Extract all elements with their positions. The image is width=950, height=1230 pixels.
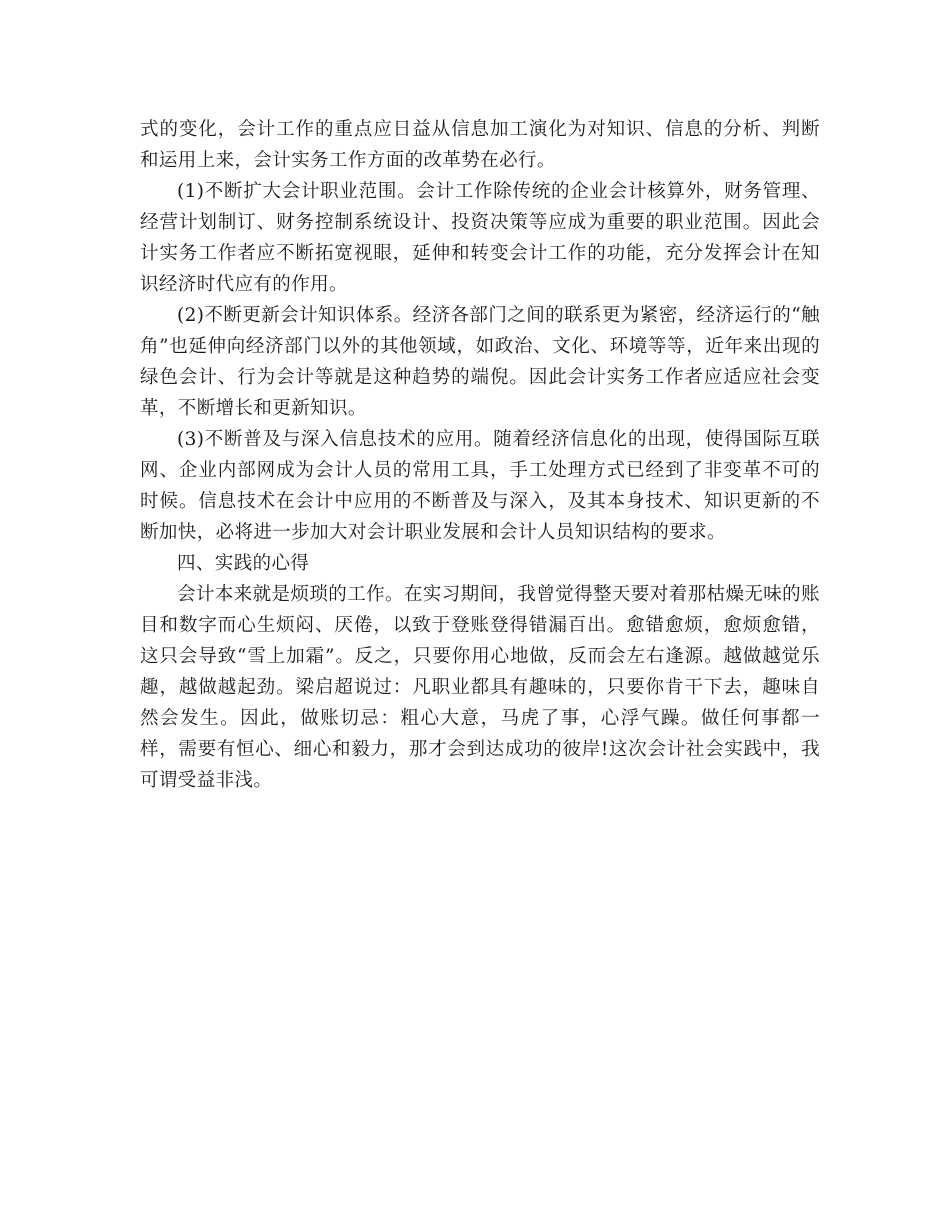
paragraph-update-knowledge: (2)不断更新会计知识体系。经济各部门之间的联系更为紧密，经济运行的“触角”也延伸向经济部门以外的其他领域，如政治、文化、环境等等，近年来出现的绿色会计、行为会计等就是这种趋势的端倪。因此会计实务工作者应适应社会变革，不断增长和更新知识。 bbox=[140, 305, 820, 419]
paragraph-expand-scope: (1)不断扩大会计职业范围。会计工作除传统的企业会计核算外，财务管理、经营计划制订、财务控制系统设计、投资决策等应成为重要的职业范围。因此会计实务工作者应不断拓宽视眼，延伸和转变会计工作的功能，充分发挥会计在知识经济时代应有的作用。 bbox=[140, 181, 820, 295]
document-body bbox=[140, 114, 820, 796]
paragraph-practice-insights: 会计本来就是烦琐的工作。在实习期间，我曾觉得整天要对着那枯燥无味的账目和数字而心生烦闷、厌倦，以致于登账登得错漏百出。愈错愈烦，愈烦愈错，这只会导致“雪上加霜”。反之，只要你用心地做，反而会左右逢源。越做越觉乐趣，越做越起劲。梁启超说过：凡职业都具有趣味的，只要你肯干下去，趣味自然会发生。因此，做账切忌：粗心大意，马虎了事，心浮气躁。做任何事都一样，需要有恒心、细心和毅力，那才会到达成功的彼岸!这次会计社会实践中，我可谓受益非浅。 bbox=[140, 584, 820, 791]
section-heading-practice-insights: 四、实践的心得 bbox=[177, 553, 310, 574]
paragraph-continuation: 式的变化，会计工作的重点应日益从信息加工演化为对知识、信息的分析、判断和运用上来，会计实务工作方面的改革势在必行。 bbox=[140, 119, 820, 171]
paragraph-information-technology: (3)不断普及与深入信息技术的应用。随着经济信息化的出现，使得国际互联网、企业内部网成为会计人员的常用工具，手工处理方式已经到了非变革不可的时候。信息技术在会计中应用的不断普及与深入，及其本身技术、知识更新的不断加快，必将进一步加大对会计职业发展和会计人员知识结构的要求。 bbox=[140, 429, 820, 543]
